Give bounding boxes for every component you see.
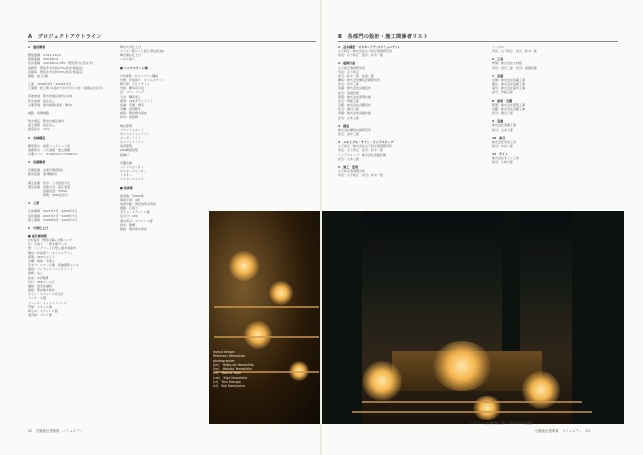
spec-line: 敷地面積 5,021.11m2 bbox=[28, 53, 62, 58]
spec-line: 舞台天井仕上げ bbox=[120, 45, 142, 49]
credit-line: layout design bbox=[213, 350, 235, 354]
spec-line: 全体期間 2007年7月〜2009年3月 bbox=[28, 209, 78, 214]
right-column-2 bbox=[492, 45, 620, 210]
spec-line: 工期 2008年8月〜2009年3月 bbox=[28, 82, 72, 87]
spec-line: 基礎形式 べた基礎・独立基礎 bbox=[28, 147, 71, 152]
spec-line: 外構：砂利敷き bbox=[120, 107, 142, 112]
credit-line: (cl) Koji Kamiyama bbox=[213, 384, 245, 389]
spec-line: ワイヤレスマイク bbox=[120, 177, 144, 182]
spec-line: 照明：株式会社照明計画 bbox=[338, 94, 372, 99]
spec-line: 舞台：杉板張り オイルステイン bbox=[28, 250, 73, 255]
spec-line: 設備：空調・換気 bbox=[120, 102, 145, 107]
spec-line: 通路：石張り bbox=[120, 206, 139, 211]
spec-line: 照明：LED/蛍光灯 bbox=[28, 193, 68, 198]
spec-line: 所長：山下和正 担当：鈴木一郎 bbox=[338, 173, 384, 178]
spec-line: 排水：U字側溝 bbox=[28, 275, 49, 280]
lantern-glow bbox=[522, 371, 560, 409]
spec-heading: 2 各棟構造 bbox=[28, 135, 46, 140]
spec-line: サイン：ステンレス切文字 bbox=[28, 292, 64, 297]
spec-line: 衛生設備 給水：上水直結方式 bbox=[28, 180, 71, 185]
lantern-glow bbox=[472, 396, 502, 420]
spec-line: 植栽：既存樹木保存 bbox=[120, 111, 148, 116]
spec-line: サスペンションライト bbox=[120, 131, 150, 136]
spec-heading: 3 設備概要 bbox=[28, 160, 46, 165]
spec-line: 車椅子席：4席 bbox=[120, 197, 140, 202]
spec-line: 主要用途 屋外劇場(客席・舞台) bbox=[28, 102, 73, 107]
spec-line: 担当：渡辺六郎 bbox=[492, 111, 514, 116]
credit-line: (lm) Hideyuki Yamashita bbox=[213, 362, 254, 367]
lantern-glow bbox=[362, 361, 402, 401]
spec-heading: 6 工事 bbox=[492, 57, 504, 62]
spec-line: 舗装：透水性舗装 bbox=[28, 283, 53, 288]
spec-heading: 3 構造 bbox=[338, 123, 350, 128]
stair-step bbox=[214, 306, 319, 308]
spec-line: 造園：株式会社造園計画 bbox=[338, 111, 372, 116]
spec-heading: 4 メモリアル・サイン・ランドスケープ bbox=[338, 140, 394, 145]
spec-line: 屋根：なし bbox=[28, 271, 44, 276]
left-folio: 42 近畿地区建築賞 コミュニティ bbox=[28, 429, 83, 433]
right-folio: 近畿地区建築賞 コミュニティ 43 bbox=[535, 429, 590, 433]
spec-line: 案内表示：ステンレス製 bbox=[120, 218, 153, 223]
spec-line: 山下和正建築研究所 bbox=[338, 65, 366, 70]
spec-line: 客席照明 bbox=[120, 144, 133, 149]
spec-heading: 2 建築計画 bbox=[338, 61, 356, 66]
spec-line: 防火規定 都市計画区域外 bbox=[28, 119, 65, 124]
spec-line: 山下和正／株式会社山下和正建築研究所 bbox=[338, 144, 393, 149]
spec-line: 担当：山本七郎 bbox=[338, 156, 360, 161]
spec-line: 設備：株式会社設備設計 bbox=[338, 86, 372, 91]
spec-line: モニタースピーカー bbox=[120, 169, 147, 174]
spec-line: 道路 東側道路 bbox=[28, 110, 50, 115]
spec-line: 案内板：アルミ製 bbox=[28, 312, 52, 317]
photo-caption: *フルウル公共棟 (竣工時) 2010年10月撮影 bbox=[470, 421, 533, 425]
spec-heading: 10 家具 bbox=[492, 135, 506, 140]
spec-line: 植栽：既存樹木保存 bbox=[120, 226, 148, 231]
spec-line: ミキサー bbox=[120, 173, 133, 178]
spec-line: 舞台裏の仕上げ bbox=[120, 53, 142, 58]
spec-line: 建築：株式会社大林組 bbox=[492, 61, 523, 66]
spec-line: 構造：株式会社構造計画研究所 bbox=[338, 78, 381, 83]
spec-heading: 7 設備 bbox=[492, 73, 504, 78]
spec-line: 設計期間 2007年7月〜2008年7月 bbox=[28, 213, 78, 218]
spec-line: 音響設備 bbox=[120, 160, 133, 165]
spec-line: 用途地域 都市計画区域外(山林) bbox=[28, 94, 73, 99]
spec-line: 担当：伊藤五郎 bbox=[492, 90, 514, 95]
spec-line: 株式会社造園工事 bbox=[492, 123, 517, 128]
spec-heading: ■ 屋外劇場部 bbox=[28, 234, 47, 238]
left-section-title: A プロジェクトアウトライン bbox=[28, 34, 102, 40]
spec-line: (外)客席 既設石積+木製ベンチ bbox=[28, 238, 72, 243]
left-title-rule bbox=[28, 41, 316, 42]
left-column-2 bbox=[120, 45, 210, 425]
spec-line: 手すり：ステンレス製 bbox=[120, 210, 150, 215]
spec-line: 誘導灯 bbox=[120, 152, 130, 157]
spec-line: トータル bbox=[492, 45, 505, 49]
spine-gutter bbox=[320, 0, 322, 455]
spec-heading: 8 照明・音響 bbox=[492, 98, 513, 103]
theater-photo-right bbox=[322, 211, 624, 424]
right-section-title: B 各部門の設計・施工関係者リスト bbox=[338, 34, 429, 40]
spec-line: 外灯：LEDポール灯 bbox=[28, 279, 55, 284]
spec-line: 照明：LEDダウンライト bbox=[120, 98, 153, 103]
photo-credits bbox=[213, 350, 254, 389]
spec-line: フェンス：メッシュフェンス bbox=[28, 300, 67, 305]
spec-line: 担当：山本七郎 bbox=[492, 127, 514, 132]
seating-row bbox=[362, 401, 582, 403]
spec-line: 担当：小林九郎 bbox=[492, 160, 514, 165]
spec-line: 担当：鈴木一郎 佐藤二郎 bbox=[338, 73, 375, 78]
spec-line: ナイロン製シート張り(防炎仕様) bbox=[120, 49, 165, 54]
credit-line: Hidekazu Yamashita bbox=[213, 354, 246, 359]
spec-line: 門扉：スチール製 bbox=[28, 304, 52, 309]
spec-line: 音響：株式会社音響設計 bbox=[338, 103, 372, 108]
right-title-rule bbox=[338, 41, 618, 42]
spec-line: 株式会社サイン工房 bbox=[492, 156, 519, 161]
spec-heading: 11 サイン bbox=[492, 152, 508, 157]
lantern-glow bbox=[244, 321, 272, 349]
spec-line: ボーダーライト bbox=[120, 135, 141, 140]
spec-line: 外構：植栽・芝張り bbox=[28, 258, 56, 263]
spec-line: 施工期間 2008年8月〜2009年3月 bbox=[28, 217, 78, 222]
spec-line: 車止め：ステンレス製 bbox=[28, 308, 58, 313]
spec-line: 担当：伊藤五郎 bbox=[338, 98, 360, 103]
spec-line: 山下和正／株式会社山下和正建築研究所 bbox=[338, 49, 393, 54]
spec-line: 階段：プレキャストコンクリート bbox=[28, 267, 73, 272]
spec-line: (外)屋根：ガルバリウム鋼板 bbox=[120, 73, 159, 78]
spec-line: 客席勾配：既設地形を利用 bbox=[120, 202, 157, 206]
spec-heading: 9 造園 bbox=[492, 119, 504, 124]
spec-line: 天井：構造表し bbox=[120, 94, 142, 99]
spec-heading: 4 工期 bbox=[28, 201, 40, 206]
tree-silhouette bbox=[572, 211, 624, 424]
spec-line: 所長／山下和正 担当／鈴木一郎 bbox=[492, 49, 538, 54]
right-column-1 bbox=[338, 45, 478, 210]
lantern-glow bbox=[229, 251, 259, 281]
stair-step bbox=[214, 336, 319, 338]
spec-line: 担当：高橋四郎 bbox=[338, 90, 360, 95]
spec-line: 最高高さ 11m bbox=[28, 127, 50, 132]
spec-line: 工事費 総工費 11億8千万0千円 (小計：前期は含まず) bbox=[28, 86, 103, 91]
spec-heading: 1 基本構想・マスタープラン(コミュニティ) bbox=[338, 45, 400, 49]
spec-line: 主要スパン 3,000mm×3,000mm bbox=[28, 151, 78, 156]
spec-line: 照明：LEDスポット bbox=[28, 254, 55, 259]
spec-line: 延床面積 328.96m2 (M3…既設部分は含まず) bbox=[28, 61, 94, 66]
spec-line: 構造形式 鉄筋コンクリート造 bbox=[28, 143, 70, 148]
spec-line: 空調設備 全館空調(既設) bbox=[28, 168, 64, 173]
spec-line: 空調：株式会社設備工事 bbox=[492, 77, 526, 82]
spec-line: 所長：山下和正 bbox=[338, 69, 360, 74]
spec-line: LED間接照明 bbox=[120, 148, 138, 153]
seating-row bbox=[352, 411, 592, 413]
tree-silhouette bbox=[502, 211, 520, 351]
lantern-glow bbox=[269, 281, 293, 305]
spec-line: 電気設備 受電方式：高圧受電 bbox=[28, 184, 71, 189]
spec-line: 手すり：スチール製 溶融亜鉛メッキ bbox=[28, 263, 79, 268]
credit-line: photographer bbox=[213, 358, 235, 363]
spec-line: 内装：構造用合板 bbox=[120, 86, 145, 91]
spec-line: 足元灯：LED bbox=[120, 214, 138, 219]
credit-line: (cm) Kiyo Kawahara bbox=[213, 375, 248, 380]
spec-line: 照明：株式会社照明工事 bbox=[492, 102, 526, 107]
spec-line: ベンチ：木製 bbox=[28, 296, 47, 301]
spec-line: 担当：渡辺六郎 bbox=[338, 107, 360, 112]
spec-line: 衛生：株式会社設備工事 bbox=[492, 82, 526, 87]
spec-line: 株式会社家具工房 bbox=[492, 139, 517, 144]
spec-line: ホリゾントライト bbox=[120, 140, 144, 145]
stage-glow bbox=[432, 341, 492, 391]
spec-heading: ■ 客席部 bbox=[120, 185, 133, 190]
spec-heading: 1 建設概要 bbox=[28, 45, 46, 49]
spec-line: ランドスケープ：株式会社造園計画 bbox=[338, 152, 386, 157]
spec-line: 外壁：杉板張り オイルステイン bbox=[120, 77, 165, 82]
spec-line: メインスピーカー bbox=[120, 164, 144, 169]
spec-line: 担当：中村八郎 bbox=[492, 143, 514, 148]
spec-line: 座席数：約800席 bbox=[120, 193, 144, 198]
spec-line: 舞台照明 bbox=[120, 123, 133, 128]
spec-line: 排水：側溝 bbox=[120, 222, 136, 227]
spec-line: 設備容量：75kVA bbox=[28, 188, 68, 193]
spec-line: 植栽：既存樹木保存 bbox=[28, 288, 56, 293]
spec-line: 開口部：アルミサッシ bbox=[120, 82, 150, 87]
spec-line: 担当：山本七郎 bbox=[338, 115, 360, 120]
spec-line: 所長：田中三郎 担当：高橋四郎 bbox=[492, 65, 538, 70]
spec-heading: ■ バックステージ棟 bbox=[120, 65, 148, 70]
spec-line: 防火地域 指定なし bbox=[28, 98, 56, 103]
spec-line: パネル張り bbox=[120, 57, 136, 62]
spec-heading: 5 施工・監理 bbox=[338, 164, 359, 169]
credit-line: (cl) Takumi Yabe bbox=[213, 371, 241, 376]
tree-silhouette bbox=[322, 211, 362, 424]
spec-line: 電気：株式会社電気工事 bbox=[492, 86, 526, 91]
spec-line: 床：石張り 一部木製デッキ bbox=[28, 242, 67, 247]
spec-line: 高さ制限 指定なし bbox=[28, 123, 56, 128]
spec-line: 担当：田中三郎 bbox=[338, 82, 360, 87]
spec-line: 床：フローリング bbox=[120, 90, 144, 95]
spec-line: 山下和正建築研究所 bbox=[338, 169, 366, 174]
spec-line: フロントスポット bbox=[120, 127, 144, 132]
spec-line: 担当：田中三郎 bbox=[338, 131, 360, 136]
spec-heading: 5 外部仕上げ bbox=[28, 225, 49, 230]
spec-line: 階数 地上1階 bbox=[28, 73, 48, 78]
credit-line: (cl) Toru Kasuga bbox=[213, 380, 241, 385]
spec-line: 換気設備 第3種換気 bbox=[28, 172, 57, 177]
credit-line: (lm) Makoto Yamashita bbox=[213, 367, 252, 372]
spec-line: 建築面積 328.96m2 bbox=[28, 57, 59, 62]
spec-line: 建蔽率 既設を含め約17%(許容 無指定) bbox=[28, 65, 83, 70]
spec-line: 音響：株式会社音響工事 bbox=[492, 106, 526, 111]
theater-photo-left bbox=[209, 211, 323, 424]
spec-line: 排水：浸透桝 bbox=[120, 115, 139, 120]
left-column-1 bbox=[28, 45, 116, 425]
spec-line: 容積率 既設を含め約32%(許容 無指定) bbox=[28, 69, 83, 74]
spec-line: 株式会社構造計画研究所 bbox=[338, 127, 372, 132]
spec-line: 壁：コンクリート打放し撥水剤塗布 bbox=[28, 246, 76, 251]
spec-line: 所長：山下和正 設計：鈴木一郎 bbox=[338, 53, 384, 58]
spec-line: 所長：山下和正 担当：鈴木一郎 bbox=[338, 148, 384, 153]
